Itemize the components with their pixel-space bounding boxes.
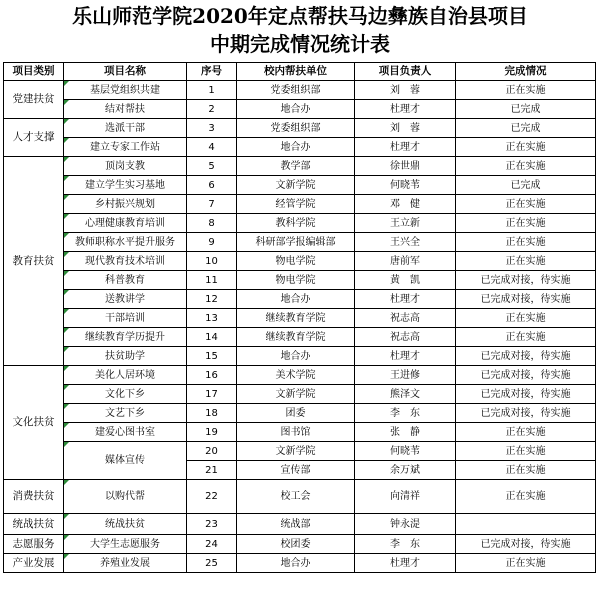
unit-cell[interactable]: 文新学院 (237, 385, 355, 404)
table-row (4, 347, 596, 366)
number-cell[interactable]: 12 (187, 290, 237, 309)
unit-cell[interactable]: 地合办 (237, 138, 355, 157)
project-name-cell[interactable]: 送教讲学 (64, 290, 187, 309)
number-cell[interactable]: 10 (187, 252, 237, 271)
header-status[interactable]: 完成情况 (456, 63, 596, 81)
unit-cell[interactable]: 地合办 (237, 290, 355, 309)
category-cell[interactable]: 产业发展 (4, 554, 64, 573)
project-name-cell[interactable]: 扶贫助学 (64, 347, 187, 366)
leader-cell[interactable]: 王立新 (355, 214, 456, 233)
category-cell[interactable]: 教育扶贫 (4, 157, 64, 366)
header-leader[interactable]: 项目负责人 (355, 63, 456, 81)
status-cell[interactable]: 已完成对接，待实施 (456, 271, 596, 290)
status-cell[interactable]: 正在实施 (456, 480, 596, 514)
table-row (4, 442, 596, 461)
leader-cell[interactable]: 李 东 (355, 404, 456, 423)
number-cell[interactable]: 22 (187, 480, 237, 514)
project-name-cell[interactable]: 养殖业发展 (64, 554, 187, 573)
table-row (4, 81, 596, 100)
unit-cell[interactable]: 继续教育学院 (237, 328, 355, 347)
table-row (4, 328, 596, 347)
unit-cell[interactable]: 统战部 (237, 514, 355, 535)
leader-cell[interactable]: 黄 凯 (355, 271, 456, 290)
project-name-cell[interactable]: 美化人居环境 (64, 366, 187, 385)
number-cell[interactable]: 20 (187, 442, 237, 461)
table-row (4, 271, 596, 290)
project-name-cell[interactable]: 建立专家工作站 (64, 138, 187, 157)
header-row (4, 63, 596, 81)
leader-cell[interactable]: 唐前军 (355, 252, 456, 271)
number-cell[interactable]: 14 (187, 328, 237, 347)
status-cell[interactable]: 正在实施 (456, 81, 596, 100)
table-row (4, 514, 596, 535)
unit-cell[interactable]: 团委 (237, 404, 355, 423)
leader-cell[interactable]: 何晓苇 (355, 176, 456, 195)
title-line-1: 乐山师范学院2020年定点帮扶马边彝族自治县项目 (72, 4, 528, 28)
leader-cell[interactable]: 杜理才 (355, 100, 456, 119)
number-cell[interactable]: 13 (187, 309, 237, 328)
leader-cell[interactable]: 李 东 (355, 535, 456, 554)
number-cell[interactable]: 23 (187, 514, 237, 535)
number-cell[interactable]: 19 (187, 423, 237, 442)
table-row (4, 214, 596, 233)
leader-cell[interactable]: 徐世鼎 (355, 157, 456, 176)
table-row (4, 290, 596, 309)
unit-cell[interactable]: 文新学院 (237, 176, 355, 195)
table-row (4, 554, 596, 573)
project-name-cell[interactable]: 继续教育学历提升 (64, 328, 187, 347)
table-row (4, 233, 596, 252)
project-name-cell[interactable]: 文艺下乡 (64, 404, 187, 423)
number-cell[interactable]: 15 (187, 347, 237, 366)
number-cell[interactable]: 7 (187, 195, 237, 214)
header-category[interactable]: 项目类别 (4, 63, 64, 81)
status-cell[interactable]: 正在实施 (456, 442, 596, 461)
category-cell[interactable]: 人才支撑 (4, 119, 64, 157)
project-table (3, 62, 596, 573)
unit-cell[interactable]: 宣传部 (237, 461, 355, 480)
leader-cell[interactable]: 钟永湜 (355, 514, 456, 535)
status-cell[interactable]: 正在实施 (456, 309, 596, 328)
table-row (4, 119, 596, 138)
project-name-cell[interactable]: 选派干部 (64, 119, 187, 138)
project-name-cell[interactable]: 干部培训 (64, 309, 187, 328)
table-row (4, 423, 596, 442)
unit-cell[interactable]: 物电学院 (237, 271, 355, 290)
number-cell[interactable]: 21 (187, 461, 237, 480)
category-cell[interactable]: 统战扶贫 (4, 514, 64, 535)
table-row (4, 252, 596, 271)
status-cell[interactable]: 已完成对接，待实施 (456, 366, 596, 385)
project-name-cell[interactable]: 科普教育 (64, 271, 187, 290)
status-cell[interactable]: 正在实施 (456, 328, 596, 347)
unit-cell[interactable]: 继续教育学院 (237, 309, 355, 328)
unit-cell[interactable]: 党委组织部 (237, 119, 355, 138)
number-cell[interactable]: 24 (187, 535, 237, 554)
number-cell[interactable]: 9 (187, 233, 237, 252)
status-cell[interactable]: 已完成对接，待实施 (456, 385, 596, 404)
unit-cell[interactable]: 文新学院 (237, 442, 355, 461)
status-cell[interactable]: 已完成对接，待实施 (456, 404, 596, 423)
unit-cell[interactable]: 科研部学报编辑部 (237, 233, 355, 252)
status-cell[interactable]: 已完成 (456, 100, 596, 119)
table-row (4, 309, 596, 328)
project-name-cell[interactable]: 顶岗支教 (64, 157, 187, 176)
table-row (4, 195, 596, 214)
table-row (4, 138, 596, 157)
status-cell[interactable]: 已完成 (456, 176, 596, 195)
status-cell[interactable]: 正在实施 (456, 461, 596, 480)
status-cell[interactable]: 已完成对接，待实施 (456, 290, 596, 309)
unit-cell[interactable]: 校团委 (237, 535, 355, 554)
unit-cell[interactable]: 地合办 (237, 554, 355, 573)
leader-cell[interactable]: 杜理才 (355, 347, 456, 366)
number-cell[interactable]: 1 (187, 81, 237, 100)
number-cell[interactable]: 25 (187, 554, 237, 573)
number-cell[interactable]: 11 (187, 271, 237, 290)
table-row (4, 157, 596, 176)
unit-cell[interactable]: 物电学院 (237, 252, 355, 271)
leader-cell[interactable]: 祝志高 (355, 309, 456, 328)
table-row (4, 480, 596, 514)
project-name-cell[interactable]: 以购代帮 (64, 480, 187, 514)
project-name-cell[interactable]: 建立学生实习基地 (64, 176, 187, 195)
status-cell[interactable]: 正在实施 (456, 138, 596, 157)
table-row (4, 385, 596, 404)
table-row (4, 535, 596, 554)
status-cell[interactable]: 已完成对接，待实施 (456, 347, 596, 366)
number-cell[interactable]: 6 (187, 176, 237, 195)
project-name-cell[interactable]: 现代教育技术培训 (64, 252, 187, 271)
leader-cell[interactable]: 杜理才 (355, 554, 456, 573)
table-row (4, 176, 596, 195)
category-cell[interactable]: 文化扶贫 (4, 366, 64, 480)
leader-cell[interactable]: 祝志高 (355, 328, 456, 347)
unit-cell[interactable]: 校工会 (237, 480, 355, 514)
number-cell[interactable]: 8 (187, 214, 237, 233)
project-name-cell[interactable]: 建爱心图书室 (64, 423, 187, 442)
leader-cell[interactable]: 邓 健 (355, 195, 456, 214)
project-name-cell[interactable]: 大学生志愿服务 (64, 535, 187, 554)
status-cell[interactable]: 已完成对接，待实施 (456, 535, 596, 554)
title-line-2: 中期完成情况统计表 (210, 32, 390, 56)
leader-cell[interactable]: 熊泽文 (355, 385, 456, 404)
number-cell[interactable]: 18 (187, 404, 237, 423)
leader-cell[interactable]: 向清祥 (355, 480, 456, 514)
unit-cell[interactable]: 地合办 (237, 347, 355, 366)
leader-cell[interactable]: 王兴全 (355, 233, 456, 252)
unit-cell[interactable]: 党委组织部 (237, 81, 355, 100)
project-name-cell[interactable]: 文化下乡 (64, 385, 187, 404)
unit-cell[interactable]: 教学部 (237, 157, 355, 176)
leader-cell[interactable]: 杜理才 (355, 290, 456, 309)
number-cell[interactable]: 4 (187, 138, 237, 157)
project-name-cell[interactable]: 统战扶贫 (64, 514, 187, 535)
status-cell[interactable]: 正在实施 (456, 554, 596, 573)
leader-cell[interactable]: 何晓苇 (355, 442, 456, 461)
number-cell[interactable]: 16 (187, 366, 237, 385)
leader-cell[interactable]: 张 静 (355, 423, 456, 442)
category-cell[interactable]: 党建扶贫 (4, 81, 64, 119)
status-cell[interactable]: 正在实施 (456, 233, 596, 252)
category-cell[interactable]: 消费扶贫 (4, 480, 64, 514)
unit-cell[interactable]: 教科学院 (237, 214, 355, 233)
number-cell[interactable]: 17 (187, 385, 237, 404)
table-row (4, 404, 596, 423)
leader-cell[interactable]: 杜理才 (355, 138, 456, 157)
project-name-cell[interactable]: 基层党组织共建 (64, 81, 187, 100)
unit-cell[interactable]: 图书馆 (237, 423, 355, 442)
unit-cell[interactable]: 地合办 (237, 100, 355, 119)
number-cell[interactable]: 3 (187, 119, 237, 138)
leader-cell[interactable]: 余万斌 (355, 461, 456, 480)
project-name-cell[interactable]: 媒体宣传 (64, 442, 187, 480)
status-cell[interactable]: 正在实施 (456, 252, 596, 271)
leader-cell[interactable]: 刘 蓉 (355, 119, 456, 138)
leader-cell[interactable]: 刘 蓉 (355, 81, 456, 100)
status-cell[interactable]: 已完成 (456, 119, 596, 138)
number-cell[interactable]: 5 (187, 157, 237, 176)
project-name-cell[interactable]: 教师职称水平提升服务 (64, 233, 187, 252)
sheet-title (0, 0, 600, 58)
header-project-name[interactable]: 项目名称 (64, 63, 187, 81)
number-cell[interactable]: 2 (187, 100, 237, 119)
status-cell[interactable] (456, 514, 596, 535)
status-cell[interactable]: 正在实施 (456, 157, 596, 176)
category-cell[interactable]: 志愿服务 (4, 535, 64, 554)
header-number[interactable]: 序号 (187, 63, 237, 81)
header-unit[interactable]: 校内帮扶单位 (237, 63, 355, 81)
project-name-cell[interactable]: 结对帮扶 (64, 100, 187, 119)
table-row (4, 366, 596, 385)
unit-cell[interactable]: 美术学院 (237, 366, 355, 385)
status-cell[interactable]: 正在实施 (456, 195, 596, 214)
leader-cell[interactable]: 王进修 (355, 366, 456, 385)
project-name-cell[interactable]: 乡村振兴规划 (64, 195, 187, 214)
status-cell[interactable]: 正在实施 (456, 423, 596, 442)
table-row (4, 100, 596, 119)
unit-cell[interactable]: 经管学院 (237, 195, 355, 214)
project-name-cell[interactable]: 心理健康教育培训 (64, 214, 187, 233)
status-cell[interactable]: 正在实施 (456, 214, 596, 233)
